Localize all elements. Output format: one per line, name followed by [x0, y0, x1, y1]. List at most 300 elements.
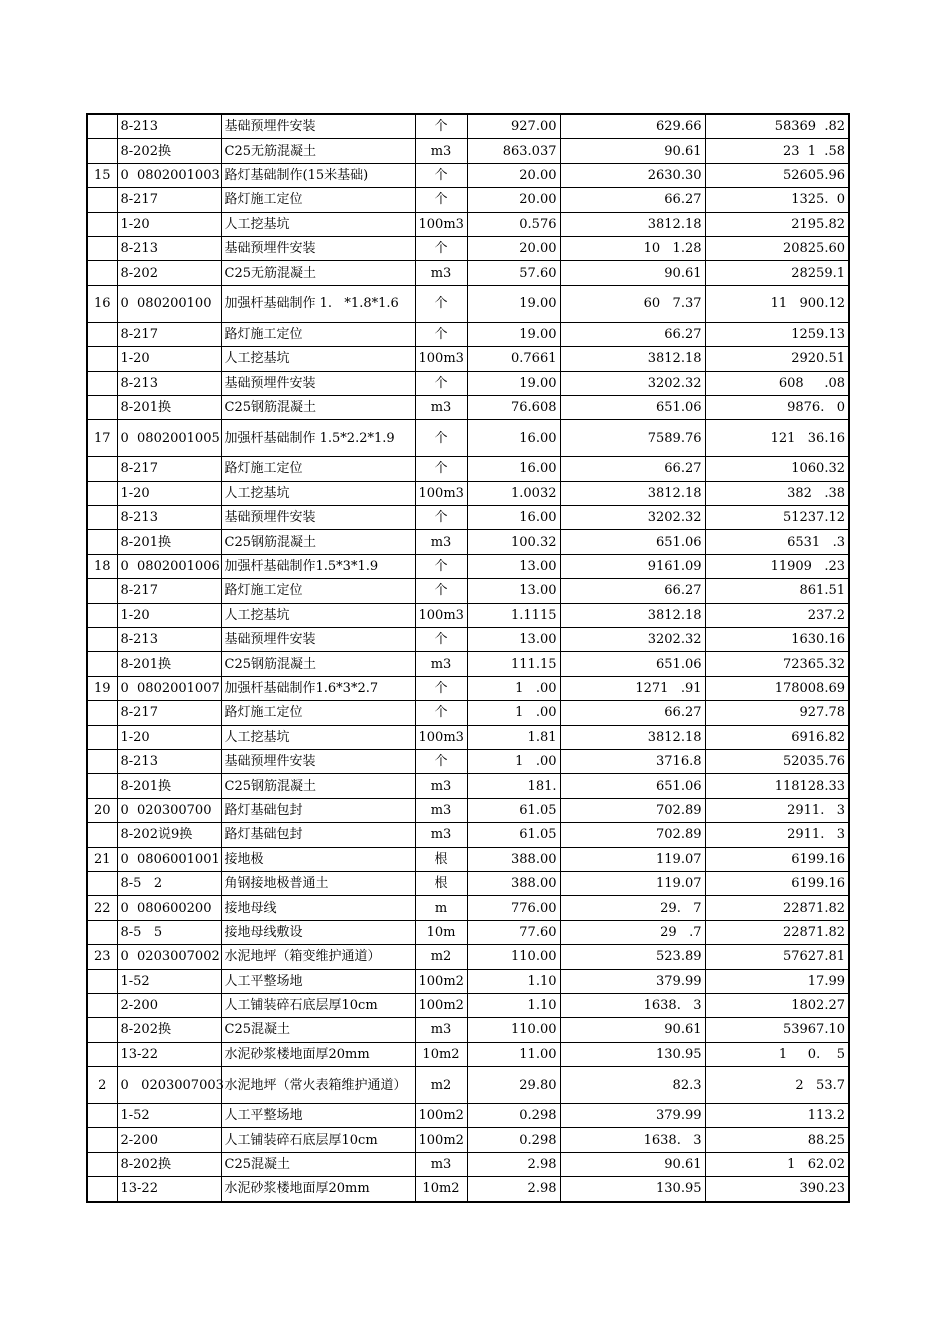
item-code-cell: 8-213 — [117, 114, 221, 139]
unit-cell: 100m2 — [415, 1104, 467, 1128]
total-price-cell: 2 53.7 — [705, 1067, 849, 1104]
quantity-cell: 20.00 — [467, 163, 560, 187]
unit-price-cell: 1638. 3 — [560, 993, 705, 1017]
unit-price-cell: 523.89 — [560, 945, 705, 969]
table-row — [87, 579, 849, 603]
unit-price-cell: 651.06 — [560, 774, 705, 798]
quantity-cell: 19.00 — [467, 322, 560, 346]
unit-cell: m3 — [415, 1152, 467, 1176]
unit-cell: 100m3 — [415, 347, 467, 371]
table-row — [87, 261, 849, 285]
row-index-cell: 22 — [87, 896, 117, 920]
unit-cell: 100m2 — [415, 1128, 467, 1152]
item-name-cell: 路灯施工定位 — [221, 188, 415, 212]
table-row — [87, 236, 849, 260]
quantity-cell: 1.10 — [467, 969, 560, 993]
total-price-cell: 118128.33 — [705, 774, 849, 798]
total-price-cell: 11 900.12 — [705, 285, 849, 322]
item-code-cell: 8-202说9换 — [117, 823, 221, 847]
item-code-cell: 13-22 — [117, 1042, 221, 1066]
row-index-cell — [87, 920, 117, 944]
table-row — [87, 212, 849, 236]
quantity-cell: 927.00 — [467, 114, 560, 139]
item-code-cell: 8-213 — [117, 628, 221, 652]
unit-cell: m3 — [415, 798, 467, 822]
total-price-cell: 382 .38 — [705, 481, 849, 505]
unit-cell: 根 — [415, 847, 467, 871]
total-price-cell: 53967.10 — [705, 1018, 849, 1042]
quantity-cell: 29.80 — [467, 1067, 560, 1104]
total-price-cell: 2920.51 — [705, 347, 849, 371]
quantity-cell: 57.60 — [467, 261, 560, 285]
total-price-cell: 6916.82 — [705, 725, 849, 749]
quantity-cell: 13.00 — [467, 628, 560, 652]
total-price-cell: 1630.16 — [705, 628, 849, 652]
unit-cell: 个 — [415, 579, 467, 603]
quantity-cell: 2.98 — [467, 1177, 560, 1202]
table-row — [87, 993, 849, 1017]
unit-price-cell: 379.99 — [560, 1104, 705, 1128]
quantity-cell: 388.00 — [467, 847, 560, 871]
row-index-cell: 2 — [87, 1067, 117, 1104]
item-code-cell: 0 0802001006 — [117, 554, 221, 578]
row-index-cell — [87, 188, 117, 212]
total-price-cell: 23 1 .58 — [705, 139, 849, 163]
table-row — [87, 554, 849, 578]
total-price-cell: 22871.82 — [705, 920, 849, 944]
unit-price-cell: 119.07 — [560, 847, 705, 871]
quantity-cell: 0.7661 — [467, 347, 560, 371]
unit-cell: 10m2 — [415, 1042, 467, 1066]
item-code-cell: 1-52 — [117, 1104, 221, 1128]
unit-cell: 个 — [415, 163, 467, 187]
table-row — [87, 1042, 849, 1066]
table-row — [87, 823, 849, 847]
row-index-cell: 17 — [87, 420, 117, 457]
unit-price-cell: 130.95 — [560, 1177, 705, 1202]
item-name-cell: 接地极 — [221, 847, 415, 871]
unit-cell: 个 — [415, 554, 467, 578]
unit-cell: 10m2 — [415, 1177, 467, 1202]
item-name-cell: 角钢接地极普通土 — [221, 871, 415, 895]
quantity-cell: 1.1115 — [467, 603, 560, 627]
item-code-cell: 13-22 — [117, 1177, 221, 1202]
total-price-cell: 6531 .3 — [705, 530, 849, 554]
table-row — [87, 188, 849, 212]
row-index-cell — [87, 725, 117, 749]
unit-price-cell: 3202.32 — [560, 371, 705, 395]
unit-cell: m — [415, 896, 467, 920]
item-name-cell: 人工平整场地 — [221, 1104, 415, 1128]
item-code-cell: 8-202换 — [117, 139, 221, 163]
row-index-cell — [87, 1018, 117, 1042]
total-price-cell: 88.25 — [705, 1128, 849, 1152]
item-name-cell: 加强杆基础制作 1.5*2.2*1.9 — [221, 420, 415, 457]
unit-price-cell: 90.61 — [560, 1152, 705, 1176]
item-name-cell: C25钢筋混凝土 — [221, 774, 415, 798]
item-code-cell: 8-201换 — [117, 774, 221, 798]
quantity-cell: 776.00 — [467, 896, 560, 920]
unit-price-cell: 651.06 — [560, 530, 705, 554]
unit-cell: m3 — [415, 139, 467, 163]
table-row — [87, 701, 849, 725]
item-name-cell: C25混凝土 — [221, 1018, 415, 1042]
item-name-cell: 基础预埋件安装 — [221, 506, 415, 530]
unit-price-cell: 7589.76 — [560, 420, 705, 457]
total-price-cell: 22871.82 — [705, 896, 849, 920]
item-name-cell: 加强杆基础制作 1. *1.8*1.6 — [221, 285, 415, 322]
item-name-cell: 人工挖基坑 — [221, 603, 415, 627]
item-name-cell: 基础预埋件安装 — [221, 749, 415, 773]
unit-cell: 个 — [415, 371, 467, 395]
row-index-cell — [87, 652, 117, 676]
item-name-cell: 路灯基础包封 — [221, 823, 415, 847]
row-index-cell — [87, 1128, 117, 1152]
item-name-cell: 水泥地坪（常火表箱维护通道） — [221, 1067, 415, 1104]
table-row — [87, 774, 849, 798]
quantity-cell: 61.05 — [467, 823, 560, 847]
total-price-cell: 927.78 — [705, 701, 849, 725]
unit-price-cell: 1638. 3 — [560, 1128, 705, 1152]
item-name-cell: 接地母线 — [221, 896, 415, 920]
quantity-cell: 1.0032 — [467, 481, 560, 505]
item-name-cell: 人工平整场地 — [221, 969, 415, 993]
table-row — [87, 798, 849, 822]
unit-price-cell: 66.27 — [560, 322, 705, 346]
quantity-cell: 61.05 — [467, 798, 560, 822]
unit-price-cell: 82.3 — [560, 1067, 705, 1104]
table-row — [87, 896, 849, 920]
row-index-cell — [87, 993, 117, 1017]
quantity-cell: 1 .00 — [467, 676, 560, 700]
item-code-cell: 8-213 — [117, 236, 221, 260]
item-code-cell: 0 0802001007 — [117, 676, 221, 700]
unit-price-cell: 66.27 — [560, 457, 705, 481]
table-row — [87, 1128, 849, 1152]
item-name-cell: 人工挖基坑 — [221, 725, 415, 749]
unit-price-cell: 3812.18 — [560, 603, 705, 627]
total-price-cell: 113.2 — [705, 1104, 849, 1128]
unit-cell: 个 — [415, 188, 467, 212]
table-row — [87, 847, 849, 871]
item-code-cell: 8-213 — [117, 371, 221, 395]
table-body — [87, 114, 849, 1202]
row-index-cell — [87, 139, 117, 163]
item-name-cell: 人工挖基坑 — [221, 347, 415, 371]
table-row — [87, 676, 849, 700]
unit-price-cell: 29 .7 — [560, 920, 705, 944]
item-code-cell: 8-201换 — [117, 652, 221, 676]
item-code-cell: 0 0203007003 — [117, 1067, 221, 1104]
item-name-cell: 加强杆基础制作1.6*3*2.7 — [221, 676, 415, 700]
item-name-cell: C25混凝土 — [221, 1152, 415, 1176]
quantity-cell: 1 .00 — [467, 701, 560, 725]
row-index-cell — [87, 261, 117, 285]
quantity-cell: 111.15 — [467, 652, 560, 676]
unit-price-cell: 3716.8 — [560, 749, 705, 773]
quantity-cell: 16.00 — [467, 506, 560, 530]
table-row — [87, 628, 849, 652]
unit-price-cell: 29. 7 — [560, 896, 705, 920]
item-code-cell: 8-213 — [117, 749, 221, 773]
item-name-cell: 路灯施工定位 — [221, 701, 415, 725]
table-row — [87, 1177, 849, 1202]
item-code-cell: 1-52 — [117, 969, 221, 993]
total-price-cell: 861.51 — [705, 579, 849, 603]
item-code-cell: 8-217 — [117, 579, 221, 603]
total-price-cell: 57627.81 — [705, 945, 849, 969]
quantity-cell: 19.00 — [467, 371, 560, 395]
unit-price-cell: 3812.18 — [560, 725, 705, 749]
unit-price-cell: 3812.18 — [560, 212, 705, 236]
row-index-cell — [87, 969, 117, 993]
unit-cell: 100m3 — [415, 603, 467, 627]
row-index-cell: 20 — [87, 798, 117, 822]
quantity-cell: 1 .00 — [467, 749, 560, 773]
total-price-cell: 2911. 3 — [705, 798, 849, 822]
item-name-cell: 人工铺装碎石底层厚10cm — [221, 1128, 415, 1152]
quantity-cell: 1.81 — [467, 725, 560, 749]
row-index-cell — [87, 1152, 117, 1176]
item-code-cell: 8-217 — [117, 322, 221, 346]
quantity-cell: 20.00 — [467, 188, 560, 212]
item-code-cell: 8-202换 — [117, 1152, 221, 1176]
item-name-cell: 加强杆基础制作1.5*3*1.9 — [221, 554, 415, 578]
total-price-cell: 52035.76 — [705, 749, 849, 773]
unit-price-cell: 119.07 — [560, 871, 705, 895]
row-index-cell: 15 — [87, 163, 117, 187]
row-index-cell — [87, 457, 117, 481]
quantity-cell: 13.00 — [467, 554, 560, 578]
unit-price-cell: 2630.30 — [560, 163, 705, 187]
quantity-cell: 110.00 — [467, 945, 560, 969]
table-row — [87, 945, 849, 969]
unit-price-cell: 90.61 — [560, 1018, 705, 1042]
item-name-cell: 人工挖基坑 — [221, 481, 415, 505]
quantity-cell: 863.037 — [467, 139, 560, 163]
row-index-cell — [87, 530, 117, 554]
item-code-cell: 8-201换 — [117, 530, 221, 554]
row-index-cell — [87, 579, 117, 603]
item-code-cell: 1-20 — [117, 603, 221, 627]
quantity-cell: 0.576 — [467, 212, 560, 236]
table-row — [87, 1104, 849, 1128]
unit-price-cell: 3202.32 — [560, 506, 705, 530]
row-index-cell — [87, 506, 117, 530]
quantity-cell: 19.00 — [467, 285, 560, 322]
row-index-cell — [87, 1042, 117, 1066]
total-price-cell: 237.2 — [705, 603, 849, 627]
unit-price-cell: 3812.18 — [560, 481, 705, 505]
unit-price-cell: 702.89 — [560, 823, 705, 847]
unit-price-cell: 90.61 — [560, 139, 705, 163]
quantity-cell: 76.608 — [467, 395, 560, 419]
row-index-cell — [87, 628, 117, 652]
total-price-cell: 121 36.16 — [705, 420, 849, 457]
unit-cell: 100m2 — [415, 993, 467, 1017]
total-price-cell: 390.23 — [705, 1177, 849, 1202]
unit-price-cell: 651.06 — [560, 652, 705, 676]
unit-cell: 个 — [415, 628, 467, 652]
item-code-cell: 1-20 — [117, 347, 221, 371]
row-index-cell — [87, 1104, 117, 1128]
total-price-cell: 1259.13 — [705, 322, 849, 346]
total-price-cell: 2195.82 — [705, 212, 849, 236]
item-name-cell: 基础预埋件安装 — [221, 114, 415, 139]
item-code-cell: 0 020300700 — [117, 798, 221, 822]
table-row — [87, 457, 849, 481]
table-row — [87, 395, 849, 419]
item-code-cell: 1-20 — [117, 212, 221, 236]
quantity-cell: 110.00 — [467, 1018, 560, 1042]
table-row — [87, 481, 849, 505]
unit-cell: 根 — [415, 871, 467, 895]
item-code-cell: 0 080600200 — [117, 896, 221, 920]
table-row — [87, 969, 849, 993]
total-price-cell: 2911. 3 — [705, 823, 849, 847]
table-row — [87, 920, 849, 944]
unit-cell: 个 — [415, 506, 467, 530]
unit-price-cell: 9161.09 — [560, 554, 705, 578]
quantity-cell: 2.98 — [467, 1152, 560, 1176]
row-index-cell — [87, 212, 117, 236]
quantity-cell: 388.00 — [467, 871, 560, 895]
item-name-cell: 人工铺装碎石底层厚10cm — [221, 993, 415, 1017]
unit-cell: 100m3 — [415, 725, 467, 749]
item-code-cell: 8-5 2 — [117, 871, 221, 895]
unit-price-cell: 1271 .91 — [560, 676, 705, 700]
item-code-cell: 8-217 — [117, 457, 221, 481]
unit-cell: 100m3 — [415, 481, 467, 505]
row-index-cell — [87, 236, 117, 260]
unit-price-cell: 379.99 — [560, 969, 705, 993]
item-code-cell: 8-5 5 — [117, 920, 221, 944]
total-price-cell: 20825.60 — [705, 236, 849, 260]
table-row — [87, 163, 849, 187]
unit-cell: m3 — [415, 395, 467, 419]
table-row — [87, 371, 849, 395]
total-price-cell: 11909 .23 — [705, 554, 849, 578]
total-price-cell: 72365.32 — [705, 652, 849, 676]
unit-price-cell: 651.06 — [560, 395, 705, 419]
item-code-cell: 0 0802001005 — [117, 420, 221, 457]
total-price-cell: 1802.27 — [705, 993, 849, 1017]
item-name-cell: C25无筋混凝土 — [221, 261, 415, 285]
unit-price-cell: 130.95 — [560, 1042, 705, 1066]
row-index-cell — [87, 347, 117, 371]
unit-cell: 100m3 — [415, 212, 467, 236]
unit-price-cell: 66.27 — [560, 701, 705, 725]
unit-price-cell: 66.27 — [560, 579, 705, 603]
item-name-cell: 路灯基础制作(15米基础) — [221, 163, 415, 187]
table-row — [87, 725, 849, 749]
unit-cell: m3 — [415, 652, 467, 676]
row-index-cell — [87, 603, 117, 627]
row-index-cell: 23 — [87, 945, 117, 969]
item-name-cell: C25钢筋混凝土 — [221, 652, 415, 676]
unit-price-cell: 90.61 — [560, 261, 705, 285]
item-code-cell: 0 080200100 — [117, 285, 221, 322]
unit-cell: 个 — [415, 457, 467, 481]
quantity-cell: 100.32 — [467, 530, 560, 554]
item-name-cell: 路灯施工定位 — [221, 322, 415, 346]
item-code-cell: 8-213 — [117, 506, 221, 530]
item-name-cell: 基础预埋件安装 — [221, 236, 415, 260]
table-row — [87, 749, 849, 773]
table-row — [87, 506, 849, 530]
total-price-cell: 9876. 0 — [705, 395, 849, 419]
unit-cell: 个 — [415, 749, 467, 773]
item-name-cell: 路灯施工定位 — [221, 457, 415, 481]
total-price-cell: 608 .08 — [705, 371, 849, 395]
unit-price-cell: 60 7.37 — [560, 285, 705, 322]
quantity-cell: 0.298 — [467, 1104, 560, 1128]
quantity-cell: 16.00 — [467, 457, 560, 481]
table-row — [87, 1018, 849, 1042]
unit-cell: 个 — [415, 420, 467, 457]
total-price-cell: 51237.12 — [705, 506, 849, 530]
row-index-cell — [87, 823, 117, 847]
unit-price-cell: 3812.18 — [560, 347, 705, 371]
table-row — [87, 1067, 849, 1104]
total-price-cell: 6199.16 — [705, 847, 849, 871]
item-code-cell: 1-20 — [117, 481, 221, 505]
total-price-cell: 52605.96 — [705, 163, 849, 187]
row-index-cell — [87, 871, 117, 895]
item-code-cell: 8-202换 — [117, 1018, 221, 1042]
unit-cell: 个 — [415, 701, 467, 725]
unit-cell: m3 — [415, 1018, 467, 1042]
unit-price-cell: 702.89 — [560, 798, 705, 822]
item-name-cell: 基础预埋件安装 — [221, 628, 415, 652]
table-row — [87, 1152, 849, 1176]
item-code-cell: 0 0806001001 — [117, 847, 221, 871]
unit-cell: m2 — [415, 1067, 467, 1104]
unit-cell: 100m2 — [415, 969, 467, 993]
row-index-cell — [87, 114, 117, 139]
item-code-cell: 2-200 — [117, 993, 221, 1017]
item-name-cell: 水泥砂浆楼地面厚20mm — [221, 1042, 415, 1066]
table-row — [87, 114, 849, 139]
unit-cell: 个 — [415, 676, 467, 700]
item-code-cell: 1-20 — [117, 725, 221, 749]
unit-cell: m3 — [415, 823, 467, 847]
item-name-cell: C25钢筋混凝土 — [221, 395, 415, 419]
row-index-cell: 16 — [87, 285, 117, 322]
item-name-cell: 接地母线敷设 — [221, 920, 415, 944]
unit-cell: m2 — [415, 945, 467, 969]
item-name-cell: C25无筋混凝土 — [221, 139, 415, 163]
table-row — [87, 285, 849, 322]
quantity-cell: 181. — [467, 774, 560, 798]
total-price-cell: 28259.1 — [705, 261, 849, 285]
unit-cell: 个 — [415, 236, 467, 260]
item-name-cell: 水泥地坪（箱变维护通道） — [221, 945, 415, 969]
row-index-cell — [87, 701, 117, 725]
row-index-cell — [87, 1177, 117, 1202]
table-row — [87, 871, 849, 895]
unit-price-cell: 10 1.28 — [560, 236, 705, 260]
unit-cell: 10m — [415, 920, 467, 944]
table-row — [87, 322, 849, 346]
row-index-cell: 19 — [87, 676, 117, 700]
table-row — [87, 420, 849, 457]
total-price-cell: 58369 .82 — [705, 114, 849, 139]
item-name-cell: 基础预埋件安装 — [221, 371, 415, 395]
unit-cell: m3 — [415, 261, 467, 285]
quantity-cell: 11.00 — [467, 1042, 560, 1066]
item-code-cell: 8-201换 — [117, 395, 221, 419]
